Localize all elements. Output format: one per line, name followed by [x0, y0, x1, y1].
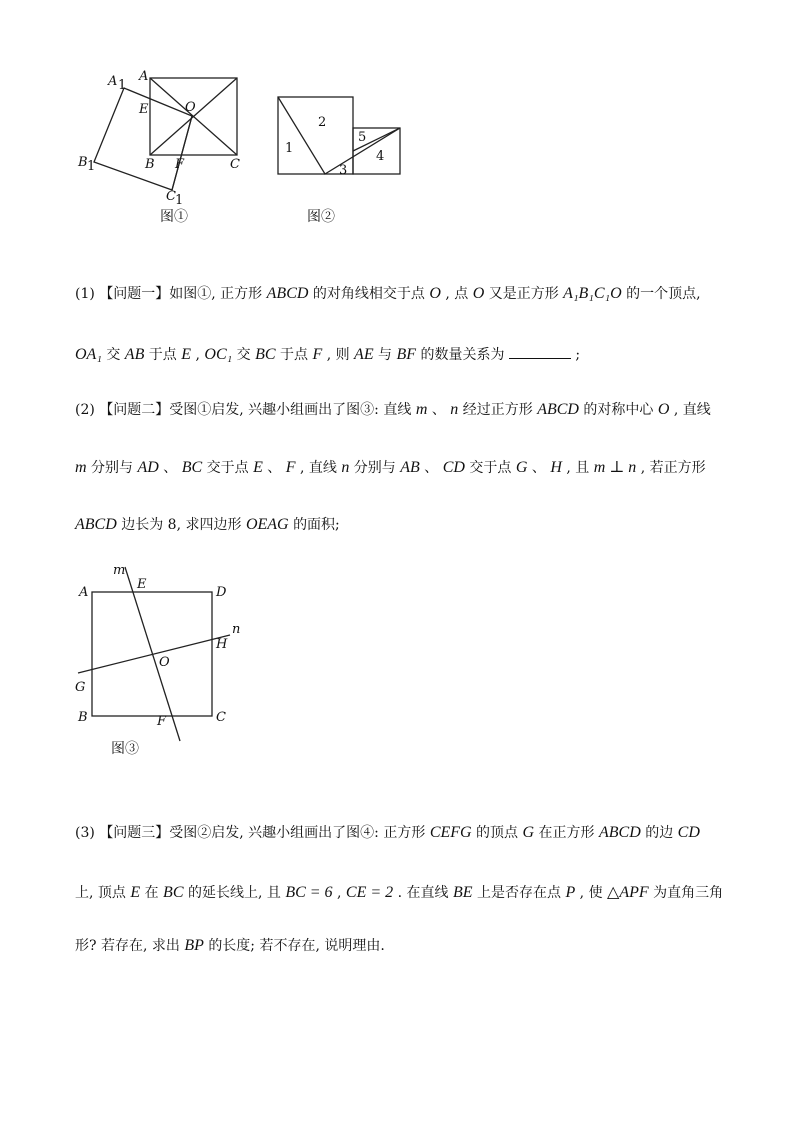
q3-text: 在 — [144, 885, 159, 901]
q3-math: CEFG — [429, 824, 472, 841]
q2-text: 、 — [424, 460, 439, 476]
q1-math: BC — [255, 346, 276, 363]
fig1-label-E: E — [139, 102, 149, 117]
q2-math: CD — [442, 459, 465, 476]
q3-text: 的长度; 若不存在, 说明理由. — [208, 938, 385, 954]
q3-math: △APF — [607, 884, 649, 901]
q1-math: AB — [124, 346, 145, 363]
q2-math: ABCD — [537, 401, 579, 418]
q3-math: BC = 6 — [285, 884, 333, 901]
q2-text: 交于点 — [206, 460, 249, 476]
q2-math: n — [341, 459, 350, 476]
fig3-caption: 图③ — [111, 741, 139, 757]
fig1-label-O: O — [185, 100, 196, 115]
q2-text: 的对称中心 — [583, 402, 654, 418]
fig3-label-A: A — [79, 585, 89, 600]
q2-text: 的面积; — [293, 517, 340, 533]
q1-math: E — [181, 346, 192, 363]
q3-text: 为直角三角 — [653, 885, 724, 901]
fig1-label-A1-sub: 1 — [118, 78, 127, 93]
q2-math: E — [253, 459, 263, 476]
q2-line-3 — [75, 515, 340, 535]
q2-text: , 直线 — [299, 460, 337, 476]
q2-text: , 若正方形 — [640, 460, 706, 476]
q2-line-1 — [75, 400, 711, 420]
q3-line-3 — [75, 936, 385, 956]
q1-text: 交 — [106, 347, 121, 363]
fig2-region-4: 4 — [376, 149, 385, 164]
q2-math: BC — [181, 459, 203, 476]
q1-text: (1) 【问题一】如图①, 正方形 — [75, 286, 263, 302]
q2-math: H — [550, 459, 562, 476]
q3-text: 的边 — [645, 825, 674, 841]
fig3-label-G: G — [75, 680, 86, 695]
q3-math: BP — [184, 937, 204, 954]
q3-line-1 — [75, 823, 700, 843]
q3-math: CE = 2 — [345, 884, 394, 901]
q3-text: (3) 【问题三】受图②启发, 兴趣小组画出了图④: 正方形 — [75, 825, 426, 841]
q3-text: 的延长线上, 且 — [187, 885, 281, 901]
q2-math: m — [75, 459, 87, 476]
q2-text: 分别与 — [91, 460, 134, 476]
fig1-caption: 图① — [160, 209, 188, 225]
q1-text: 的对角线相交于点 — [312, 286, 425, 302]
fig1-label-B: B — [145, 157, 155, 172]
fig2-region-5: 5 — [358, 130, 367, 145]
q2-math: AD — [137, 459, 159, 476]
fig1-label-B1: B — [78, 155, 88, 170]
q1-line-1 — [75, 284, 701, 304]
q1-text: , — [195, 347, 200, 363]
q3-text: 的顶点 — [476, 825, 519, 841]
q2-text: , 直线 — [673, 402, 711, 418]
q2-math: AB — [400, 459, 420, 476]
q1-math: OA₁ — [75, 346, 102, 363]
fig2-region-1: 1 — [285, 141, 294, 156]
q1-math: ABCD — [266, 285, 309, 302]
q1-math: AE — [354, 346, 374, 363]
q3-text: 形? 若存在, 求出 — [75, 938, 180, 954]
q3-text: , 使 — [579, 885, 603, 901]
q3-math: BC — [163, 884, 184, 901]
q1-text: 又是正方形 — [488, 286, 559, 302]
q2-text: 经过正方形 — [462, 402, 533, 418]
q1-text: ; — [575, 347, 581, 363]
figure-3 — [0, 555, 300, 770]
fig3-label-F: F — [157, 714, 167, 729]
q1-math: BF — [396, 346, 417, 363]
q1-math: O — [472, 285, 485, 302]
q1-line-2 — [75, 344, 580, 365]
fig3-label-C: C — [216, 710, 226, 725]
q2-text: 、 — [163, 460, 178, 476]
fig1-label-F: F — [175, 157, 185, 172]
q3-text: . 在直线 — [397, 885, 449, 901]
fig1-label-A1: A — [108, 74, 118, 89]
fig3-label-E: E — [137, 577, 147, 592]
fig3-label-B: B — [78, 710, 88, 725]
q2-math: n — [450, 401, 459, 418]
q3-text: 上是否存在点 — [476, 885, 561, 901]
q1-math: O — [429, 285, 441, 302]
figure-3-drawing — [78, 567, 230, 741]
q1-text: 交 — [236, 347, 251, 363]
q2-line-2 — [75, 458, 706, 478]
q2-math: F — [285, 459, 296, 476]
q2-text: 、 — [267, 460, 282, 476]
q2-text: , 且 — [566, 460, 590, 476]
q2-math: OEAG — [245, 516, 289, 533]
q1-text: 于点 — [148, 347, 177, 363]
q2-math: m — [415, 401, 428, 418]
q3-math: CD — [677, 824, 700, 841]
q3-math: BE — [452, 884, 473, 901]
q1-text: 的数量关系为 — [420, 347, 505, 363]
q2-text: 、 — [431, 402, 446, 418]
fig3-label-m: m — [113, 563, 126, 578]
q1-math: OC₁ — [204, 346, 233, 363]
q1-text: 的一个顶点, — [626, 286, 701, 302]
figure-1-drawing — [94, 78, 237, 190]
q2-text: 边长为 8, 求四边形 — [121, 517, 242, 533]
fig1-label-B1-sub: 1 — [87, 159, 96, 174]
q2-math: m ⊥ n — [593, 459, 637, 476]
q2-text: 交于点 — [469, 460, 512, 476]
q3-math: ABCD — [598, 824, 641, 841]
fig2-region-2: 2 — [318, 115, 327, 130]
q3-text: , — [337, 885, 342, 901]
fig1-label-C: C — [230, 157, 240, 172]
q1-text: , 则 — [326, 347, 350, 363]
fig3-label-D: D — [216, 585, 227, 600]
q3-line-2 — [75, 883, 723, 903]
fig3-label-n: n — [232, 622, 241, 637]
fig1-label-A: A — [139, 69, 149, 84]
q3-text: 上, 顶点 — [75, 885, 126, 901]
q1-math: A₁B₁C₁O — [563, 285, 622, 302]
q2-text: 、 — [531, 460, 546, 476]
fig1-label-C1-sub: 1 — [175, 193, 184, 208]
q3-math: G — [522, 824, 535, 841]
fig3-label-H: H — [216, 637, 228, 652]
q3-math: E — [130, 884, 141, 901]
q1-text: 于点 — [280, 347, 308, 363]
answer-blank[interactable] — [509, 344, 571, 359]
q2-math: ABCD — [75, 516, 117, 533]
fig2-caption: 图② — [307, 209, 335, 225]
q1-text: 与 — [378, 347, 393, 363]
fig1-label-C1: C — [166, 189, 176, 204]
figure-1 — [0, 0, 800, 260]
fig3-label-O: O — [159, 655, 170, 670]
q1-text: , 点 — [445, 286, 469, 302]
q3-math: P — [565, 884, 576, 901]
q2-math: O — [657, 401, 670, 418]
q3-text: 在正方形 — [538, 825, 595, 841]
q1-math: F — [312, 346, 323, 363]
fig2-region-3: 3 — [339, 163, 348, 178]
q2-text: (2) 【问题二】受图①启发, 兴趣小组画出了图③: 直线 — [75, 402, 412, 418]
q2-text: 分别与 — [353, 460, 396, 476]
q2-math: G — [515, 459, 528, 476]
